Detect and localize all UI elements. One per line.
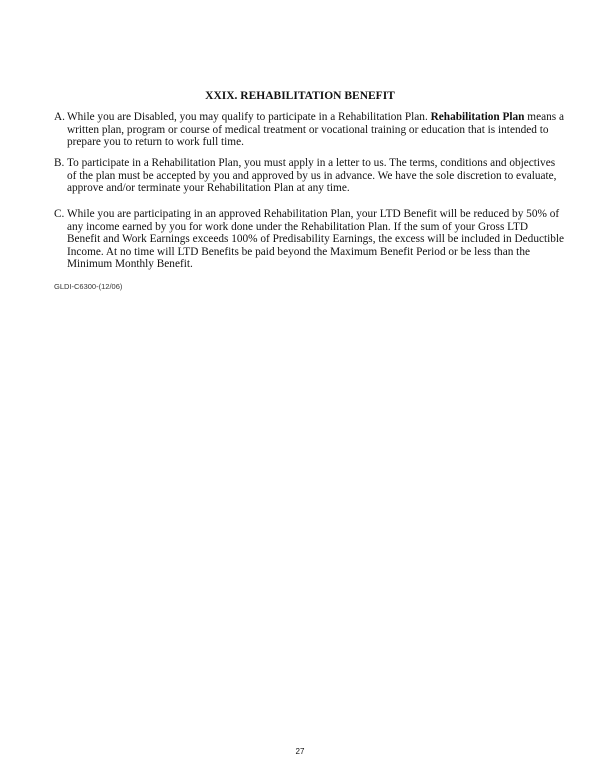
paragraph-letter: A. — [54, 111, 65, 123]
text-segment: means a — [524, 111, 564, 123]
form-code: GLDI-C6300-(12/06) — [54, 282, 123, 291]
paragraph-line: Benefit and Work Earnings exceeds 100% of Predisability Earnings, the excess will be included in Deductible — [67, 233, 565, 246]
page-number: 27 — [295, 747, 305, 756]
paragraph-b — [54, 157, 557, 195]
paragraph-letter: C. — [54, 208, 65, 220]
paragraph-line: any income earned by you for work done under the Rehabilitation Plan. If the sum of your Gross LTD — [67, 220, 529, 233]
paragraph-line: approve and/or terminate your Rehabilitation Plan at any time. — [67, 182, 350, 195]
paragraph-a — [54, 111, 564, 149]
paragraph-line: Income. At no time will LTD Benefits be paid beyond the Maximum Benefit Period or be less than the — [67, 245, 530, 258]
paragraph-line: Minimum Monthly Benefit. — [67, 258, 193, 271]
defined-term: Rehabilitation Plan — [430, 111, 525, 123]
section-title: XXIX. REHABILITATION BENEFIT — [205, 90, 395, 102]
paragraph-letter: B. — [54, 157, 65, 169]
paragraph-line: of the plan must be accepted by you and approved by us in advance. We have the sole discretion to evaluate, — [67, 169, 557, 182]
paragraph-line — [67, 111, 564, 124]
paragraph-line: prepare you to return to work full time. — [67, 136, 244, 149]
text-segment: While you are Disabled, you may qualify to participate in a Rehabilitation Plan. — [67, 111, 431, 123]
paragraph-line: written plan, program or course of medical treatment or vocational training or education that is intended to — [67, 123, 549, 136]
paragraph-line: While you are participating in an approved Rehabilitation Plan, your LTD Benefit will be reduced by 50% of — [67, 208, 560, 220]
paragraph-line: To participate in a Rehabilitation Plan, you must apply in a letter to us. The terms, conditions and objectives — [67, 157, 556, 169]
paragraph-c — [54, 208, 565, 271]
